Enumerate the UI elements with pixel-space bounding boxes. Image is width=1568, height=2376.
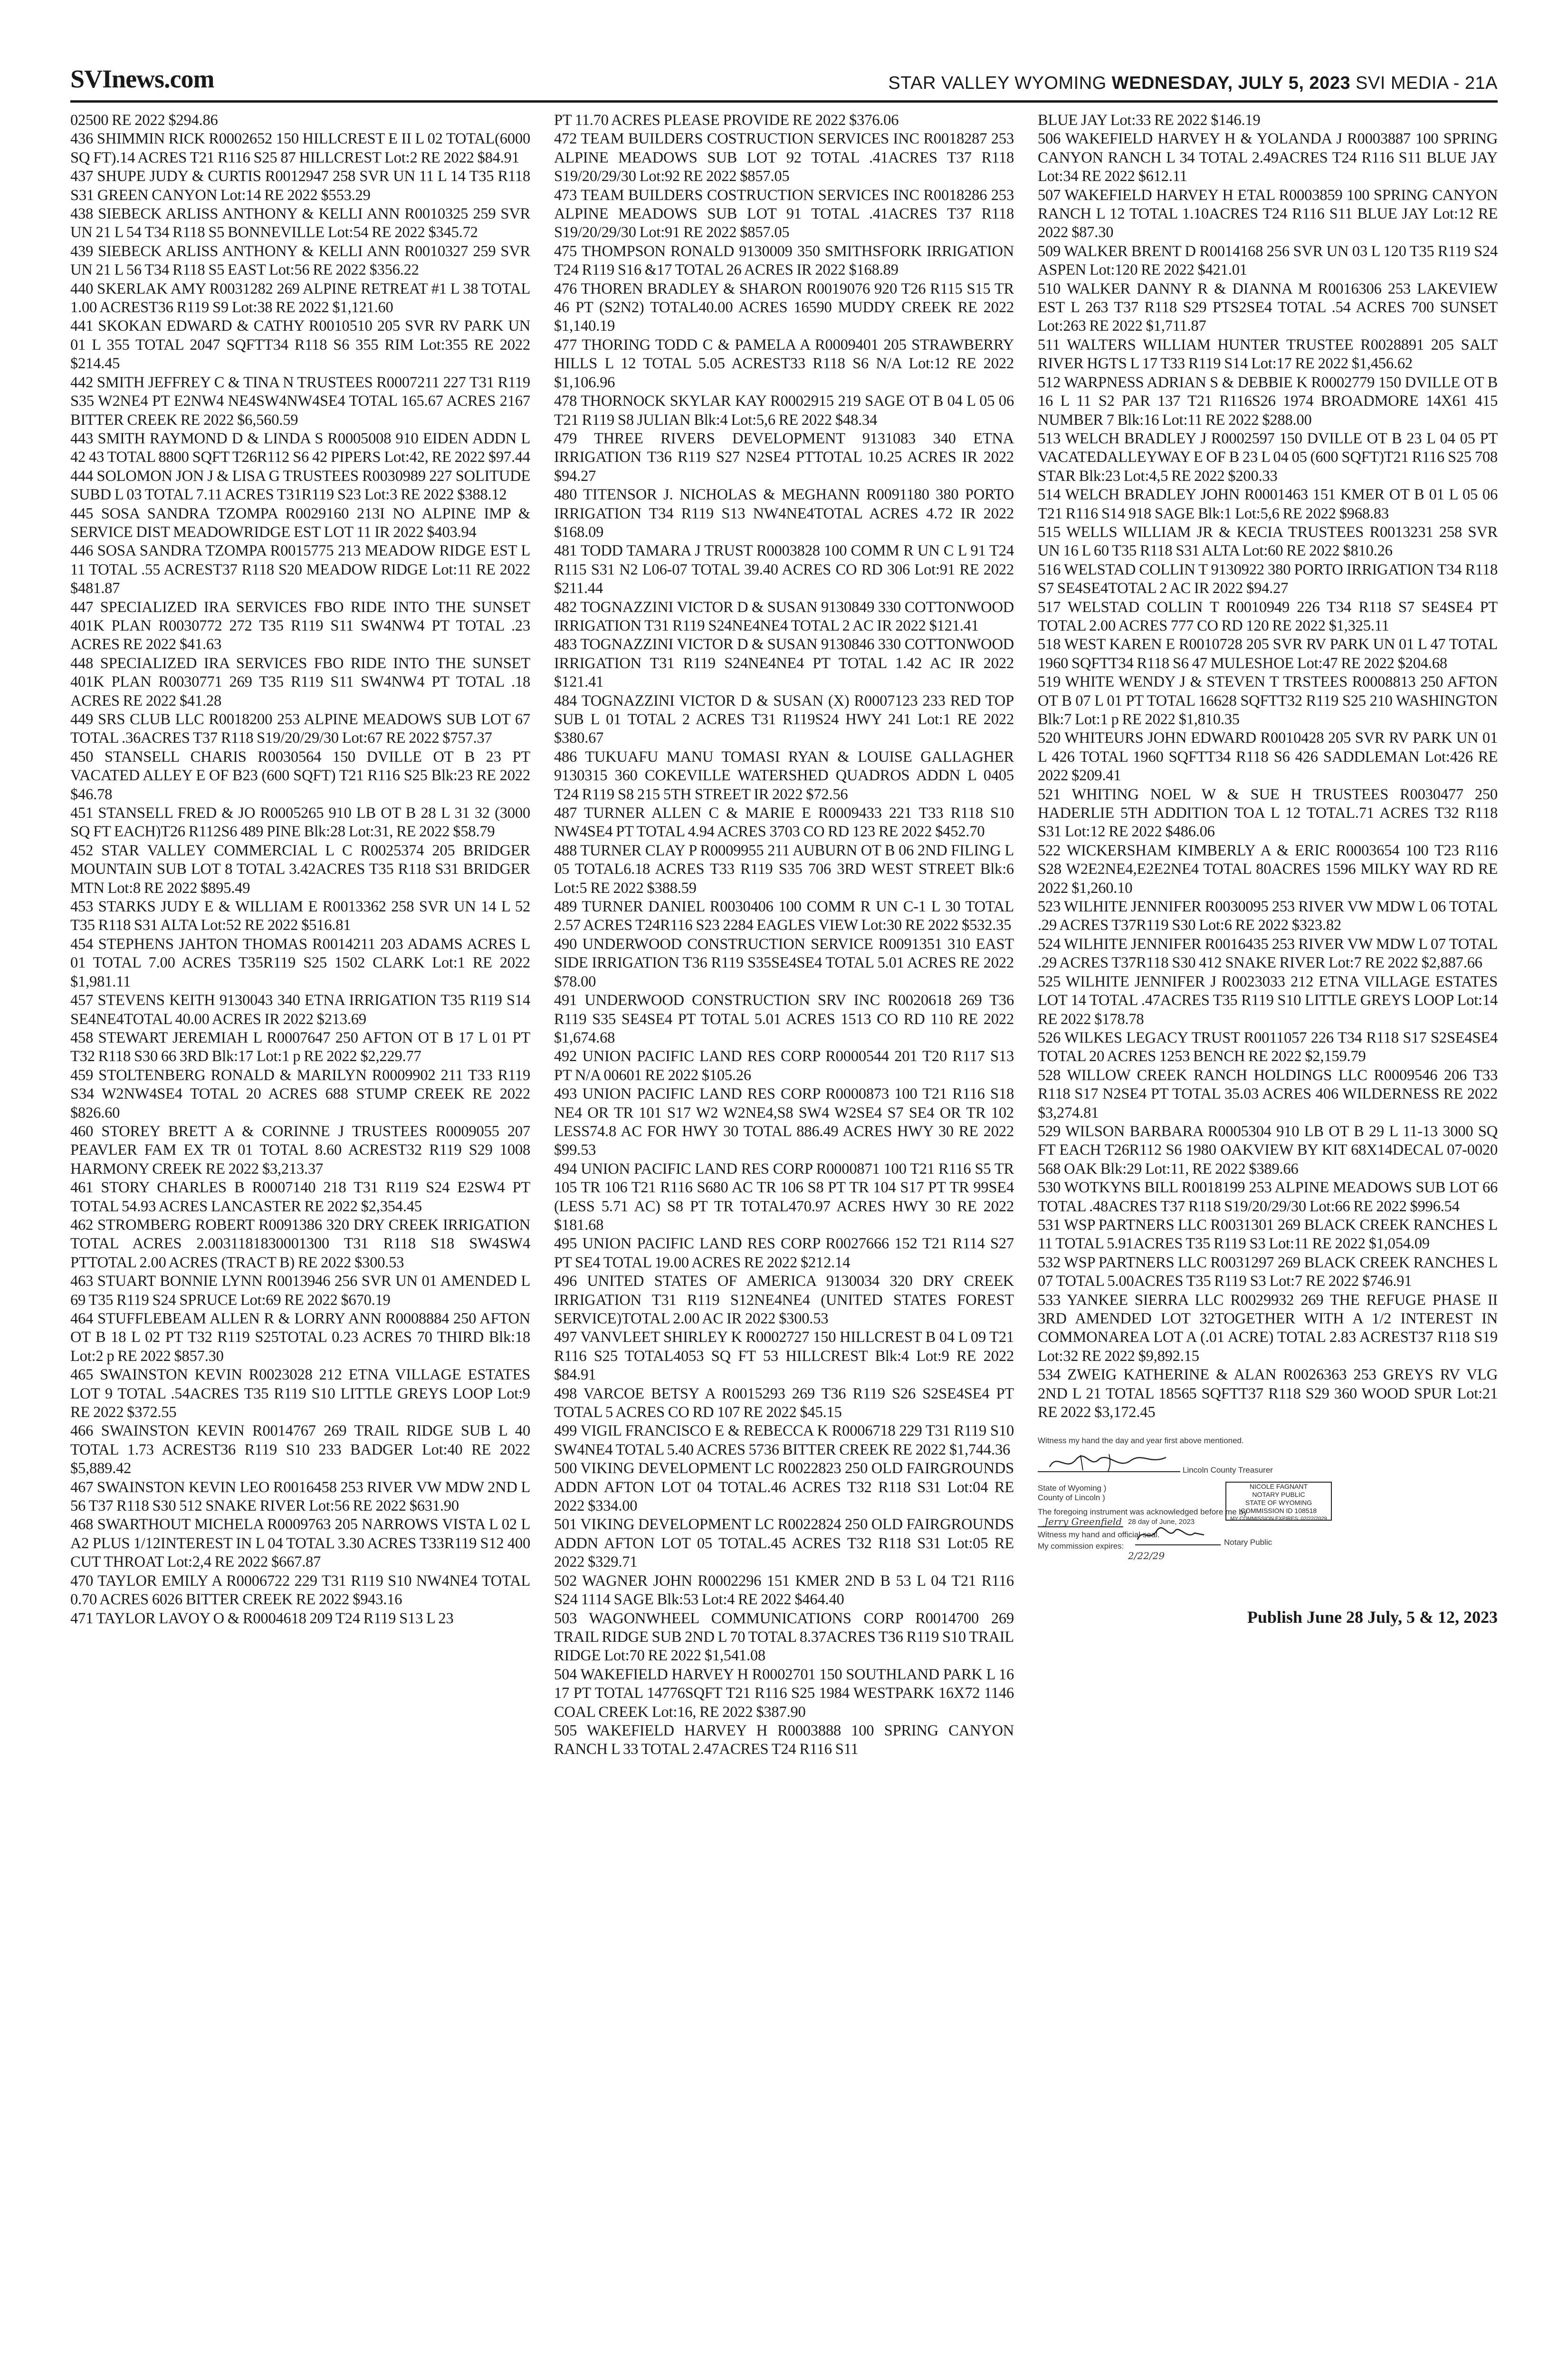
tax-notice-entry: 532 WSP PARTNERS LLC R0031297 269 BLACK CREEK RANCHES L 07 TOTAL 5.00ACRES T35 R119 S3 Lot:7 RE 2022 $746.91 bbox=[1038, 1254, 1498, 1290]
tax-notice-entry: 497 VANVLEET SHIRLEY K R0002727 150 HILLCREST B 04 L 09 T21 R116 S25 TOTAL4053 SQ FT 53 HILLCREST Blk:4 Lot:9 RE 2022 $84.91 bbox=[554, 1329, 1014, 1384]
acknowledgment-line: The foregoing instrument was acknowledged before me by bbox=[1038, 1507, 1248, 1517]
column-2 bbox=[554, 111, 1014, 2359]
tax-notice-entry: 465 SWAINSTON KEVIN R0023028 212 ETNA VILLAGE ESTATES LOT 9 TOTAL .54ACRES T35 R119 S10 LITTLE GREYS LOOP Lot:9 RE 2022 $372.55 bbox=[70, 1366, 530, 1421]
tax-notice-entry: 437 SHUPE JUDY & CURTIS R0012947 258 SVR UN 11 L 14 T35 R118 S31 GREEN CANYON Lot:14 RE 2022 $553.29 bbox=[70, 168, 530, 204]
treasurer-signature-line bbox=[1038, 1471, 1180, 1472]
tax-notice-entry: 458 STEWART JEREMIAH L R0007647 250 AFTON OT B 17 L 01 PT T32 R118 S30 66 3RD Blk:17 Lot:1 p RE 2022 $2,229.77 bbox=[70, 1029, 530, 1065]
tax-notice-entry: 499 VIGIL FRANCISCO E & REBECCA K R0006718 229 T31 R119 S10 SW4NE4 TOTAL 5.40 ACRES 5736 BITTER CREEK RE 2022 $1,744.36 bbox=[554, 1422, 1014, 1458]
tax-notice-entry: 533 YANKEE SIERRA LLC R0029932 269 THE REFUGE PHASE II 3RD AMENDED LOT 32TOGETHER WITH A 1/2 INTEREST IN COMMONAREA LOT A (.01 ACRE) TOTAL 2.83 ACREST37 R118 S19 Lot:32 RE 2022 $9,892.15 bbox=[1038, 1291, 1498, 1365]
tax-notice-entry: 484 TOGNAZZINI VICTOR D & SUSAN (X) R0007123 233 RED TOP SUB L 01 TOTAL 2 ACRES T31 R119S24 HWY 241 Lot:1 RE 2022 $380.67 bbox=[554, 692, 1014, 747]
tax-notice-entry: 478 THORNOCK SKYLAR KAY R0002915 219 SAGE OT B 04 L 05 06 T21 R119 S8 JULIAN Blk:4 Lot:5,6 RE 2022 $48.34 bbox=[554, 393, 1014, 429]
tax-notice-entry: 479 THREE RIVERS DEVELOPMENT 9131083 340 ETNA IRRIGATION T36 R119 S27 N2SE4 PTTOTAL 10.25 ACRES IR 2022 $94.27 bbox=[554, 430, 1014, 485]
publish-note: Publish June 28 July, 5 & 12, 2023 bbox=[1247, 1608, 1498, 1627]
stamp-state: STATE OF WYOMING bbox=[1245, 1499, 1312, 1507]
tax-notice-entry: 441 SKOKAN EDWARD & CATHY R0010510 205 SVR RV PARK UN 01 L 355 TOTAL 2047 SQFTT34 R118 S6 355 RIM Lot:355 RE 2022 $214.45 bbox=[70, 317, 530, 373]
expires-value: 2/22/29 bbox=[1128, 1550, 1165, 1562]
tax-notice-entry: 448 SPECIALIZED IRA SERVICES FBO RIDE INTO THE SUNSET 401K PLAN R0030771 269 T35 R119 S11 SW4NW4 PT TOTAL .18 ACRES RE 2022 $41.28 bbox=[70, 654, 530, 709]
tax-notice-entry: 509 WALKER BRENT D R0014168 256 SVR UN 03 L 120 T35 R119 S24 ASPEN Lot:120 RE 2022 $421.01 bbox=[1038, 242, 1498, 279]
tax-notice-entry: 521 WHITING NOEL W & SUE H TRUSTEES R0030477 250 HADERLIE 5TH ADDITION TOA L 12 TOTAL.71 ACRES T32 R118 S31 Lot:12 RE 2022 $486.06 bbox=[1038, 786, 1498, 841]
tax-notice-entry: 529 WILSON BARBARA R0005304 910 LB OT B 29 L 11-13 3000 SQ FT EACH T26R112 S6 1980 OAKVIEW BY KIT 68X14DECAL 07-0020 568 OAK Blk:29 Lot:11, RE 2022 $389.66 bbox=[1038, 1122, 1498, 1178]
tax-notice-entry: 534 ZWEIG KATHERINE & ALAN R0026363 253 GREYS RV VLG 2ND L 21 TOTAL 18565 SQFTT37 R118 S29 360 WOOD SPUR Lot:21 RE 2022 $3,172.45 bbox=[1038, 1366, 1498, 1421]
county-line: County of Lincoln ) bbox=[1038, 1493, 1105, 1503]
tax-notice-entry: 501 VIKING DEVELOPMENT LC R0022824 250 OLD FAIRGROUNDS ADDN AFTON LOT 05 TOTAL.45 ACRES T32 R118 S31 Lot:05 RE 2022 $329.71 bbox=[554, 1516, 1014, 1571]
tax-notice-entry: 518 WEST KAREN E R0010728 205 SVR RV PARK UN 01 L 47 TOTAL 1960 SQFTT34 R118 S6 47 MULESHOE Lot:47 RE 2022 $204.68 bbox=[1038, 636, 1498, 672]
stamp-title: NOTARY PUBLIC bbox=[1252, 1491, 1305, 1499]
stamp-expires: MY COMMISSION EXPIRES: 02/22/2029 bbox=[1230, 1516, 1327, 1522]
tax-notice-entry: 503 WAGONWHEEL COMMUNICATIONS CORP R0014700 269 TRAIL RIDGE SUB 2ND L 70 TOTAL 8.37ACRES T36 R119 S10 TRAIL RIDGE Lot:70 RE 2022 $1,541.08 bbox=[554, 1610, 1014, 1665]
tax-notice-entry: 454 STEPHENS JAHTON THOMAS R0014211 203 ADAMS ACRES L 01 TOTAL 7.00 ACRES T35R119 S25 1502 CLARK Lot:1 RE 2022 $1,981.11 bbox=[70, 935, 530, 990]
tax-notice-entry: 505 WAKEFIELD HARVEY H R0003888 100 SPRING CANYON RANCH L 33 TOTAL 2.47ACRES T24 R116 S11 bbox=[554, 1722, 1014, 1758]
tax-notice-entry: 482 TOGNAZZINI VICTOR D & SUSAN 9130849 330 COTTONWOOD IRRIGATION T31 R119 S24NE4NE4 TOTAL 2 AC IR 2022 $121.41 bbox=[554, 598, 1014, 634]
tax-notice-entry: 490 UNDERWOOD CONSTRUCTION SERVICE R0091351 310 EAST SIDE IRRIGATION T36 R119 S35SE4SE4 TOTAL 5.01 ACRES RE 2022 $78.00 bbox=[554, 935, 1014, 990]
tax-notice-entry: 443 SMITH RAYMOND D & LINDA S R0005008 910 EIDEN ADDN L 42 43 TOTAL 8800 SQFT T26R112 S6 42 PIPERS Lot:42, RE 2022 $97.44 bbox=[70, 430, 530, 466]
tax-notice-entry: PT 11.70 ACRES PLEASE PROVIDE RE 2022 $376.06 bbox=[554, 112, 899, 129]
dateline-date: WEDNESDAY, JULY 5, 2023 bbox=[1111, 73, 1350, 93]
tax-notice-entry: 445 SOSA SANDRA TZOMPA R0029160 213I NO ALPINE IMP & SERVICE DIST MEADOWRIDGE EST LOT 11 IR 2022 $403.94 bbox=[70, 505, 530, 541]
tax-notice-entry: 510 WALKER DANNY R & DIANNA M R0016306 253 LAKEVIEW EST L 263 T37 R118 S29 PTS2SE4 TOTAL .54 ACRES 700 SUNSET Lot:263 RE 2022 $1,711.87 bbox=[1038, 280, 1498, 335]
tax-notice-entry: 516 WELSTAD COLLIN T 9130922 380 PORTO IRRIGATION T34 R118 S7 SE4SE4TOTAL 2 AC IR 2022 $94.27 bbox=[1038, 561, 1498, 597]
tax-notice-entry: 440 SKERLAK AMY R0031282 269 ALPINE RETREAT #1 L 38 TOTAL 1.00 ACREST36 R119 S9 Lot:38 RE 2022 $1,121.60 bbox=[70, 280, 530, 316]
tax-notice-entry: 515 WELLS WILLIAM JR & KECIA TRUSTEES R0013231 258 SVR UN 16 L 60 T35 R118 S31 ALTA Lot:60 RE 2022 $810.26 bbox=[1038, 523, 1498, 560]
stamp-name: NICOLE FAGNANT bbox=[1249, 1483, 1308, 1491]
tax-notice-entry: 480 TITENSOR J. NICHOLAS & MEGHANN R0091180 380 PORTO IRRIGATION T34 R119 S13 NW4NE4TOTAL ACRES 4.72 IR 2022 $168.09 bbox=[554, 486, 1014, 541]
tax-notice-entry: 486 TUKUAFU MANU TOMASI RYAN & LOUISE GALLAGHER 9130315 360 COKEVILLE WATERSHED QUADROS ADDN L 0405 T24 R119 S8 215 5TH STREET IR 2022 $72.56 bbox=[554, 748, 1014, 803]
tax-notice-entry: 436 SHIMMIN RICK R0002652 150 HILLCREST E II L 02 TOTAL(6000 SQ FT).14 ACRES T21 R116 S25 87 HILLCREST Lot:2 RE 2022 $84.91 bbox=[70, 130, 530, 166]
tax-notice-entry: 467 SWAINSTON KEVIN LEO R0016458 253 RIVER VW MDW 2ND L 56 T37 R118 S30 512 SNAKE RIVER Lot:56 RE 2022 $631.90 bbox=[70, 1478, 530, 1515]
witness-line: Witness my hand the day and year first above mentioned. bbox=[1038, 1436, 1244, 1446]
notary-stamp bbox=[1225, 1482, 1332, 1521]
tax-notice-entry: 513 WELCH BRADLEY J R0002597 150 DVILLE OT B 23 L 04 05 PT VACATEDALLEYWAY E OF B 23 L 04 05 (600 SQFT)T21 R116 S25 708 STAR Blk:23 Lot:4,5 RE 2022 $200.33 bbox=[1038, 430, 1498, 485]
tax-notice-entry: 450 STANSELL CHARIS R0030564 150 DVILLE OT B 23 PT VACATED ALLEY E OF B23 (600 SQFT) T21 R116 S25 Blk:23 RE 2022 $46.78 bbox=[70, 748, 530, 803]
tax-notice-entry: 452 STAR VALLEY COMMERCIAL L C R0025374 205 BRIDGER MOUNTAIN SUB LOT 8 TOTAL 3.42ACRES T35 R118 S31 BRIDGER MTN Lot:8 RE 2022 $895.49 bbox=[70, 842, 530, 897]
tax-notice-entry: 483 TOGNAZZINI VICTOR D & SUSAN 9130846 330 COTTONWOOD IRRIGATION T31 R119 S24NE4NE4 PT TOTAL 1.42 AC IR 2022 $121.41 bbox=[554, 636, 1014, 691]
masthead bbox=[70, 57, 1498, 103]
dateline-page: SVI MEDIA - 21A bbox=[1356, 73, 1498, 93]
legal-notice-columns bbox=[70, 111, 1498, 2359]
tax-notice-entry: 460 STOREY BRETT A & CORINNE J TRUSTEES R0009055 207 PEAVLER FAM EX TR 01 TOTAL 8.60 ACREST32 R119 S29 1008 HARMONY CREEK RE 2022 $3,213.37 bbox=[70, 1122, 530, 1178]
tax-notice-entry: 519 WHITE WENDY J & STEVEN T TRSTEES R0008813 250 AFTON OT B 07 L 01 PT TOTAL 16628 SQFTT32 R119 S25 210 WASHINGTON Blk:7 Lot:1 p RE 2022 $1,810.35 bbox=[1038, 673, 1498, 728]
name-underline bbox=[1038, 1526, 1123, 1527]
tax-notice-entry: 02500 RE 2022 $294.86 bbox=[70, 112, 218, 129]
tax-notice-entry: 494 UNION PACIFIC LAND RES CORP R0000871 100 T21 R116 S5 TR 105 TR 106 T21 R116 S680 AC TR 106 S8 PT TR 104 S17 PT TR 99SE4 (LESS 5.71 AC) S8 PT TR TOTAL470.97 ACRES HWY 30 RE 2022 $181.68 bbox=[554, 1160, 1014, 1234]
tax-notice-entry: 520 WHITEURS JOHN EDWARD R0010428 205 SVR RV PARK UN 01 L 426 TOTAL 1960 SQFTT34 R118 S6 426 SADDLEMAN Lot:426 RE 2022 $209.41 bbox=[1038, 729, 1498, 785]
site-name: SVInews.com bbox=[70, 65, 214, 93]
tax-notice-entry: 504 WAKEFIELD HARVEY H R0002701 150 SOUTHLAND PARK L 16 17 PT TOTAL 14776SQFT T21 R116 S25 1984 WESTPARK 16X72 1146 COAL CREEK Lot:16, RE 2022 $387.90 bbox=[554, 1666, 1014, 1721]
treasurer-label: Lincoln County Treasurer bbox=[1183, 1466, 1273, 1475]
expires-label: My commission expires: bbox=[1038, 1542, 1124, 1551]
tax-notice-entry: 523 WILHITE JENNIFER R0030095 253 RIVER VW MDW L 06 TOTAL .29 ACRES T37R119 S30 Lot:6 RE 2022 $323.82 bbox=[1038, 898, 1498, 934]
tax-notice-entry: 502 WAGNER JOHN R0002296 151 KMER 2ND B 53 L 04 T21 R116 S24 1114 SAGE Blk:53 Lot:4 RE 2022 $464.40 bbox=[554, 1572, 1014, 1609]
tax-notice-entry: 468 SWARTHOUT MICHELA R0009763 205 NARROWS VISTA L 02 L A2 PLUS 1/12INTEREST IN L 04 TOTAL 3.30 ACRES T33R119 S12 400 CUT THROAT Lot:2,4 RE 2022 $667.87 bbox=[70, 1516, 530, 1571]
tax-notice-entry: 526 WILKES LEGACY TRUST R0011057 226 T34 R118 S17 S2SE4SE4 TOTAL 20 ACRES 1253 BENCH RE 2022 $2,159.79 bbox=[1038, 1029, 1498, 1065]
tax-notice-entry: 511 WALTERS WILLIAM HUNTER TRUSTEE R0028891 205 SALT RIVER HGTS L 17 T33 R119 S14 Lot:17 RE 2022 $1,456.62 bbox=[1038, 336, 1498, 373]
tax-notice-entry: 481 TODD TAMARA J TRUST R0003828 100 COMM R UN C L 91 T24 R115 S31 N2 L06-07 TOTAL 39.40 ACRES CO RD 306 Lot:91 RE 2022 $211.44 bbox=[554, 542, 1014, 597]
dateline-location: STAR VALLEY WYOMING bbox=[888, 73, 1107, 93]
tax-notice-entry: 495 UNION PACIFIC LAND RES CORP R0027666 152 T21 R114 S27 PT SE4 TOTAL 19.00 ACRES RE 2022 $212.14 bbox=[554, 1235, 1014, 1271]
column-1 bbox=[70, 111, 530, 2359]
tax-notice-entry: 492 UNION PACIFIC LAND RES CORP R0000544 201 T20 R117 S13 PT N/A 00601 RE 2022 $105.26 bbox=[554, 1048, 1014, 1084]
tax-notice-entry: 461 STORY CHARLES B R0007140 218 T31 R119 S24 E2SW4 PT TOTAL 54.93 ACRES LANCASTER RE 2022 $2,354.45 bbox=[70, 1179, 530, 1215]
acknowledged-date: 28 day of June, 2023 bbox=[1128, 1518, 1195, 1526]
ack-day: 28 bbox=[1128, 1518, 1136, 1526]
column-3-entries bbox=[1038, 111, 1498, 1422]
notary-signature-line bbox=[1135, 1544, 1221, 1545]
tax-notice-entry: 453 STARKS JUDY E & WILLIAM E R0013362 258 SVR UN 14 L 52 T35 R118 S31 ALTA Lot:52 RE 2022 $516.81 bbox=[70, 898, 530, 934]
seal-line: Witness my hand and official seal. bbox=[1038, 1530, 1160, 1540]
ack-month: June bbox=[1159, 1518, 1175, 1526]
tax-notice-entry: 444 SOLOMON JON J & LISA G TRUSTEES R0030989 227 SOLITUDE SUBD L 03 TOTAL 7.11 ACRES T31R119 S23 Lot:3 RE 2022 $388.12 bbox=[70, 467, 530, 504]
tax-notice-entry: 470 TAYLOR EMILY A R0006722 229 T31 R119 S10 NW4NE4 TOTAL 0.70 ACRES 6026 BITTER CREEK RE 2022 $943.16 bbox=[70, 1572, 530, 1609]
tax-notice-entry: 498 VARCOE BETSY A R0015293 269 T36 R119 S26 S2SE4SE4 PT TOTAL 5 ACRES CO RD 107 RE 2022 $45.15 bbox=[554, 1385, 1014, 1421]
tax-notice-entry: 491 UNDERWOOD CONSTRUCTION SRV INC R0020618 269 T36 R119 S35 SE4SE4 PT TOTAL 5.01 ACRES 1513 CO RD 110 RE 2022 $1,674.68 bbox=[554, 992, 1014, 1046]
stamp-commission: COMMISSION ID 108518 bbox=[1240, 1507, 1317, 1515]
treasurer-signature-icon bbox=[1047, 1450, 1171, 1474]
tax-notice-entry: 473 TEAM BUILDERS COSTRUCTION SERVICES INC R0018286 253 ALPINE MEADOWS SUB LOT 91 TOTAL .41ACRES T37 R118 S19/20/29/30 Lot:91 RE 2022 $857.05 bbox=[554, 186, 1014, 241]
column-3 bbox=[1038, 111, 1498, 2359]
tax-notice-entry: 476 THOREN BRADLEY & SHARON R0019076 920 T26 R115 S15 TR 46 PT (S2N2) TOTAL40.00 ACRES 16590 MUDDY CREEK RE 2022 $1,140.19 bbox=[554, 280, 1014, 335]
tax-notice-entry: 530 WOTKYNS BILL R0018199 253 ALPINE MEADOWS SUB LOT 66 TOTAL .48ACRES T37 R118 S19/20/29/30 Lot:66 RE 2022 $996.54 bbox=[1038, 1179, 1498, 1215]
tax-notice-entry: 442 SMITH JEFFREY C & TINA N TRUSTEES R0007211 227 T31 R119 S35 W2NE4 PT E2NW4 NE4SW4NW4SE4 TOTAL 165.67 ACRES 2167 BITTER CREEK RE 2022 $6,560.59 bbox=[70, 374, 530, 429]
tax-notice-entry: 472 TEAM BUILDERS COSTRUCTION SERVICES INC R0018287 253 ALPINE MEADOWS SUB LOT 92 TOTAL .41ACRES T37 R118 S19/20/29/30 Lot:92 RE 2022 $857.05 bbox=[554, 130, 1014, 185]
tax-notice-entry: 462 STROMBERG ROBERT R0091386 320 DRY CREEK IRRIGATION TOTAL ACRES 2.0031181830001300 T31 R118 S18 SW4SW4 PTTOTAL 2.00 ACRES (TRACT B) RE 2022 $300.53 bbox=[70, 1216, 530, 1271]
tax-notice-entry: 524 WILHITE JENNIFER R0016435 253 RIVER VW MDW L 07 TOTAL .29 ACRES T37R118 S30 412 SNAKE RIVER Lot:7 RE 2022 $2,887.66 bbox=[1038, 935, 1498, 972]
tax-notice-entry: 463 STUART BONNIE LYNN R0013946 256 SVR UN 01 AMENDED L 69 T35 R119 S24 SPRUCE Lot:69 RE 2022 $670.19 bbox=[70, 1273, 530, 1309]
notary-signature-icon bbox=[1135, 1525, 1206, 1544]
tax-notice-entry: 438 SIEBECK ARLISS ANTHONY & KELLI ANN R0010325 259 SVR UN 21 L 54 T34 R118 S5 BONNEVILLE Lot:54 RE 2022 $345.72 bbox=[70, 205, 530, 241]
tax-notice-entry: 459 STOLTENBERG RONALD & MARILYN R0009902 211 T33 R119 S34 W2NW4SE4 TOTAL 20 ACRES 688 STUMP CREEK RE 2022 $826.60 bbox=[70, 1066, 530, 1121]
tax-notice-entry: 439 SIEBECK ARLISS ANTHONY & KELLI ANN R0010327 259 SVR UN 21 L 56 T34 R118 S5 EAST Lot:56 RE 2022 $356.22 bbox=[70, 242, 530, 279]
tax-notice-entry: 531 WSP PARTNERS LLC R0031301 269 BLACK CREEK RANCHES L 11 TOTAL 5.91ACRES T35 R119 S3 Lot:11 RE 2022 $1,054.09 bbox=[1038, 1216, 1498, 1253]
tax-notice-entry: 471 TAYLOR LAVOY O & R0004618 209 T24 R119 S13 L 23 bbox=[70, 1610, 454, 1627]
ack-year: 23 bbox=[1186, 1518, 1195, 1526]
tax-notice-entry: 451 STANSELL FRED & JO R0005265 910 LB OT B 28 L 31 32 (3000 SQ FT EACH)T26 R112S6 489 PINE Blk:28 Lot:31, RE 2022 $58.79 bbox=[70, 805, 530, 841]
notary-label: Notary Public bbox=[1224, 1538, 1272, 1547]
treasurer-certification bbox=[1038, 1436, 1332, 1579]
tax-notice-entry: 488 TURNER CLAY P R0009955 211 AUBURN OT B 06 2ND FILING L 05 TOTAL6.18 ACRES T33 R119 S35 706 3RD WEST STREET Blk:6 Lot:5 RE 2022 $388.59 bbox=[554, 842, 1014, 897]
tax-notice-entry: 466 SWAINSTON KEVIN R0014767 269 TRAIL RIDGE SUB L 40 TOTAL 1.73 ACREST36 R119 S10 233 BADGER Lot:40 RE 2022 $5,889.42 bbox=[70, 1422, 530, 1477]
tax-notice-entry: 512 WARPNESS ADRIAN S & DEBBIE K R0002779 150 DVILLE OT B 16 L 11 S2 PAR 137 T21 R116S26 1974 BROADMORE 14X61 415 NUMBER 7 Blk:16 Lot:11 RE 2022 $288.00 bbox=[1038, 374, 1498, 429]
dateline bbox=[888, 73, 1498, 94]
acknowledged-name: Jerry Greenfield bbox=[1044, 1516, 1122, 1528]
tax-notice-entry: 487 TURNER ALLEN C & MARIE E R0009433 221 T33 R118 S10 NW4SE4 PT TOTAL 4.94 ACRES 3703 CO RD 123 RE 2022 $452.70 bbox=[554, 805, 1014, 841]
tax-notice-entry: BLUE JAY Lot:33 RE 2022 $146.19 bbox=[1038, 112, 1261, 129]
tax-notice-entry: 517 WELSTAD COLLIN T R0010949 226 T34 R118 S7 SE4SE4 PT TOTAL 2.00 ACRES 777 CO RD 120 RE 2022 $1,325.11 bbox=[1038, 598, 1498, 634]
tax-notice-entry: 514 WELCH BRADLEY JOHN R0001463 151 KMER OT B 01 L 05 06 T21 R116 S14 918 SAGE Blk:1 Lot:5,6 RE 2022 $968.83 bbox=[1038, 486, 1498, 522]
tax-notice-entry: 447 SPECIALIZED IRA SERVICES FBO RIDE INTO THE SUNSET 401K PLAN R0030772 272 T35 R119 S11 SW4NW4 PT TOTAL .23 ACRES RE 2022 $41.63 bbox=[70, 598, 530, 653]
tax-notice-entry: 522 WICKERSHAM KIMBERLY A & ERIC R0003654 100 T23 R116 S28 W2E2NE4,E2E2NE4 TOTAL 80ACRES 1596 MILKY WAY RD RE 2022 $1,260.10 bbox=[1038, 842, 1498, 897]
tax-notice-entry: 506 WAKEFIELD HARVEY H & YOLANDA J R0003887 100 SPRING CANYON RANCH L 34 TOTAL 2.49ACRES T24 R116 S11 BLUE JAY Lot:34 RE 2022 $612.11 bbox=[1038, 130, 1498, 185]
tax-notice-entry: 475 THOMPSON RONALD 9130009 350 SMITHSFORK IRRIGATION T24 R119 S16 &17 TOTAL 26 ACRES IR 2022 $168.89 bbox=[554, 242, 1014, 279]
tax-notice-entry: 496 UNITED STATES OF AMERICA 9130034 320 DRY CREEK IRRIGATION T31 R119 S12NE4NE4 (UNITED STATES FOREST SERVICE)TOTAL 2.00 AC IR 2022 $300.53 bbox=[554, 1273, 1014, 1327]
tax-notice-entry: 446 SOSA SANDRA TZOMPA R0015775 213 MEADOW RIDGE EST L 11 TOTAL .55 ACREST37 R118 S20 MEADOW RIDGE Lot:11 RE 2022 $481.87 bbox=[70, 542, 530, 597]
tax-notice-entry: 464 STUFFLEBEAM ALLEN R & LORRY ANN R0008884 250 AFTON OT B 18 L 02 PT T32 R119 S25TOTAL 0.23 ACRES 70 THIRD Blk:18 Lot:2 p RE 2022 $857.30 bbox=[70, 1310, 530, 1365]
tax-notice-entry: 457 STEVENS KEITH 9130043 340 ETNA IRRIGATION T35 R119 S14 SE4NE4TOTAL 40.00 ACRES IR 2022 $213.69 bbox=[70, 992, 530, 1028]
tax-notice-entry: 489 TURNER DANIEL R0030406 100 COMM R UN C-1 L 30 TOTAL 2.57 ACRES T24R116 S23 2284 EAGLES VIEW Lot:30 RE 2022 $532.35 bbox=[554, 898, 1014, 934]
state-line: State of Wyoming ) bbox=[1038, 1484, 1107, 1493]
tax-notice-entry: 525 WILHITE JENNIFER J R0023033 212 ETNA VILLAGE ESTATES LOT 14 TOTAL .47ACRES T35 R119 S10 LITTLE GREYS LOOP Lot:14 RE 2022 $178.78 bbox=[1038, 973, 1498, 1028]
tax-notice-entry: 500 VIKING DEVELOPMENT LC R0022823 250 OLD FAIRGROUNDS ADDN AFTON LOT 04 TOTAL.46 ACRES T32 R118 S31 Lot:04 RE 2022 $334.00 bbox=[554, 1460, 1014, 1515]
tax-notice-entry: 507 WAKEFIELD HARVEY H ETAL R0003859 100 SPRING CANYON RANCH L 12 TOTAL 1.10ACRES T24 R116 S11 BLUE JAY Lot:12 RE 2022 $87.30 bbox=[1038, 186, 1498, 241]
tax-notice-entry: 477 THORING TODD C & PAMELA A R0009401 205 STRAWBERRY HILLS L 12 TOTAL 5.05 ACREST33 R118 S6 N/A Lot:12 RE 2022 $1,106.96 bbox=[554, 336, 1014, 391]
tax-notice-entry: 528 WILLOW CREEK RANCH HOLDINGS LLC R0009546 206 T33 R118 S17 N2SE4 PT TOTAL 35.03 ACRES 406 WILDERNESS RE 2022 $3,274.81 bbox=[1038, 1066, 1498, 1121]
tax-notice-entry: 449 SRS CLUB LLC R0018200 253 ALPINE MEADOWS SUB LOT 67 TOTAL .36ACRES T37 R118 S19/20/29/30 Lot:67 RE 2022 $757.37 bbox=[70, 711, 530, 747]
tax-notice-entry: 493 UNION PACIFIC LAND RES CORP R0000873 100 T21 R116 S18 NE4 OR TR 101 S17 W2 W2NE4,S8 SW4 W2SE4 S7 SE4 OR TR 102 LESS74.8 AC FOR HWY 30 TOTAL 886.49 ACRES HWY 30 RE 2022 $99.53 bbox=[554, 1085, 1014, 1159]
